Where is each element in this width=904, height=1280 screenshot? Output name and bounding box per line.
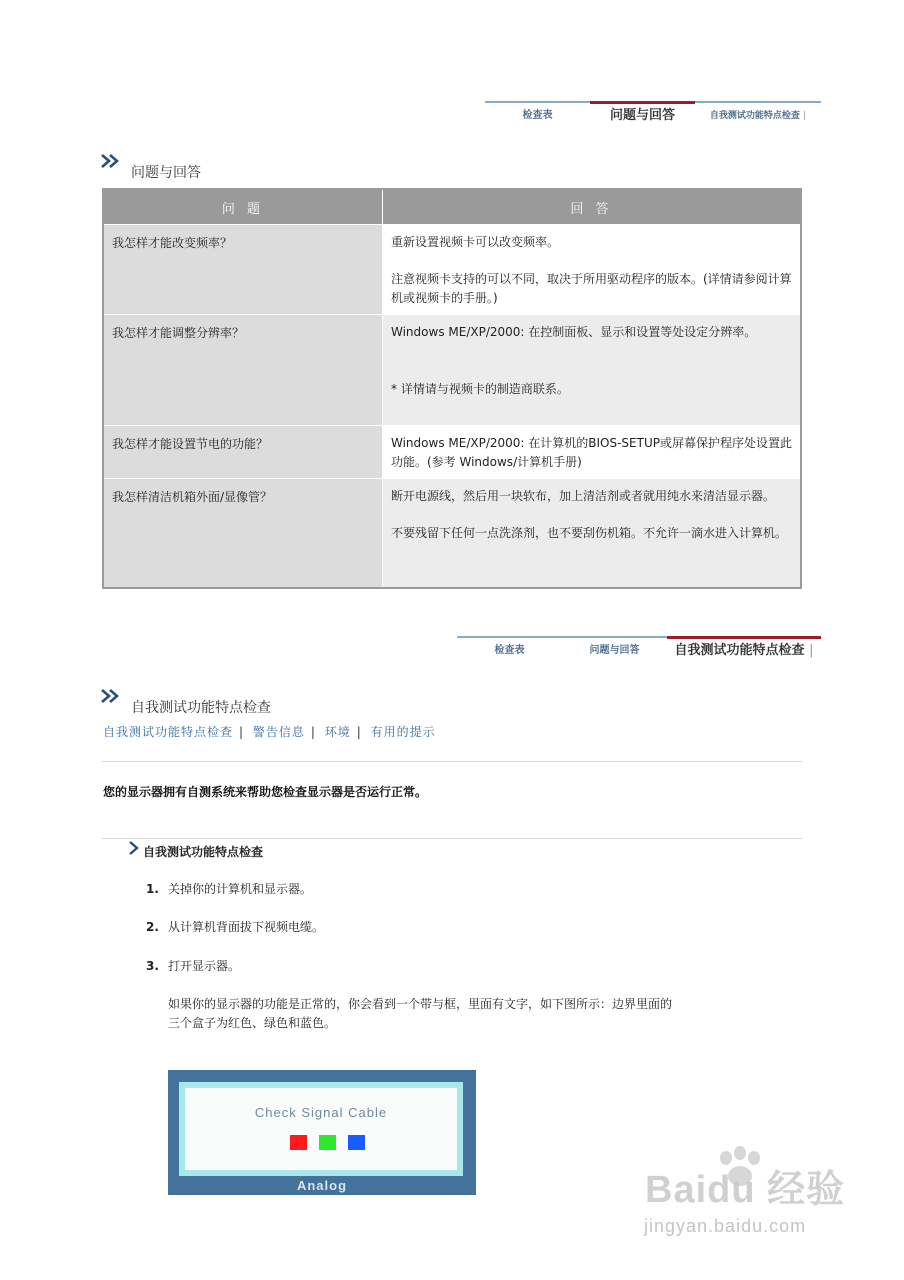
question-cell: 我怎样才能改变频率？: [104, 225, 383, 314]
table-row: [104, 425, 800, 478]
selftest-subtitle: 自我测试功能特点检查: [143, 845, 264, 859]
question-cell: 我怎样才能设置节电的功能？: [104, 426, 383, 478]
check-signal-illustration: [168, 1070, 476, 1195]
tab-qa-label: 问题与回答: [609, 108, 675, 123]
answer-cell: [383, 479, 800, 587]
tab-checklist-label: 检查表: [494, 645, 525, 656]
qa-table: [102, 188, 802, 589]
answer-text: * 详情请与视频卡的制造商联系。: [391, 382, 569, 396]
analog-label: Analog: [296, 1178, 348, 1193]
tab-checklist-label: 检查表: [522, 110, 553, 121]
divider: [102, 761, 802, 762]
link-selftest[interactable]: 自我测试功能特点检查: [103, 725, 234, 739]
answer-text: 不要残留下任何一点洗涤剂，也不要刮伤机箱。不允许一滴水进入计算机。: [391, 526, 788, 540]
blue-box: [348, 1135, 365, 1150]
question-cell: 我怎样才能调整分辨率？: [104, 315, 383, 425]
table-row: [104, 314, 800, 425]
selftest-intro: 您的显示器拥有自测系统来帮助您检查显示器是否运行正常。: [103, 785, 428, 799]
list-item: [146, 918, 324, 935]
step-number: 2.: [146, 920, 159, 934]
step-number: 1.: [146, 882, 159, 896]
tab-qa[interactable]: [562, 636, 667, 660]
step-text: 关掉你的计算机和显示器。: [168, 882, 313, 896]
tab-checklist[interactable]: [485, 101, 590, 125]
qa-section-title: 问题与回答: [131, 165, 201, 181]
answer-text: 重新设置视频卡可以改变频率。: [391, 235, 560, 249]
link-separator: |: [310, 725, 315, 739]
answer-text: 断开电源线，然后用一块软布，加上清洁剂或者就用纯水来清洁显示器。: [391, 489, 776, 503]
link-separator: |: [356, 725, 361, 739]
watermark-brand: Baidu 经验: [645, 1169, 846, 1211]
check-signal-message: Check Signal Cable: [254, 1105, 388, 1120]
divider: [102, 838, 802, 839]
top-nav-tabs: [485, 101, 821, 125]
green-box: [319, 1135, 336, 1150]
description-line: 如果你的显示器的功能是正常的，你会看到一个带与框，里面有文字，如下图所示：边界里面的: [168, 997, 673, 1011]
selftest-section-title: 自我测试功能特点检查: [131, 700, 271, 716]
answer-text: Windows ME/XP/2000: 在计算机的BIOS-SETUP或屏幕保护程序处设置此功能。(参考 Windows/计算机手册): [391, 436, 792, 469]
header-question: 问 题: [104, 190, 383, 224]
monitor-border: [179, 1082, 463, 1176]
link-useful-tips[interactable]: 有用的提示: [370, 725, 436, 739]
answer-cell: [383, 426, 800, 478]
red-box: [290, 1135, 307, 1150]
tab-qa-label: 问题与回答: [589, 645, 640, 656]
header-answer: 回 答: [570, 201, 613, 217]
qa-table-header: [104, 190, 800, 224]
monitor-screen: [185, 1088, 457, 1170]
tab-checklist[interactable]: [457, 636, 562, 660]
tab-selftest-label: 自我测试功能特点检查: [709, 111, 800, 121]
tab-separator: |: [803, 111, 807, 121]
question-cell: 我怎样清洁机箱外面/显像管？: [104, 479, 383, 587]
link-warning[interactable]: 警告信息: [252, 725, 305, 739]
table-row: [104, 478, 800, 587]
answer-cell: [383, 315, 800, 425]
list-item: [146, 957, 240, 974]
chevron-right-icon: [128, 841, 140, 855]
double-chevron-icon: [100, 688, 122, 704]
tab-separator: |: [809, 643, 814, 658]
table-row: [104, 224, 800, 314]
tab-qa[interactable]: [590, 101, 695, 125]
description-line: 三个盒子为红色、绿色和蓝色。: [168, 1016, 337, 1030]
step-text: 从计算机背面拔下视频电缆。: [168, 920, 325, 934]
watermark-url: jingyan.baidu.com: [644, 1216, 807, 1236]
bottom-nav-tabs: [457, 636, 821, 660]
tab-selftest[interactable]: [695, 101, 821, 125]
step-number: 3.: [146, 959, 159, 973]
step-text: 打开显示器。: [168, 959, 241, 973]
selftest-links: [103, 723, 436, 740]
answer-text: 注意视频卡支持的可以不同，取决于所用驱动程序的版本。(详情请参阅计算机或视频卡的手册。): [391, 272, 792, 305]
tab-selftest-label: 自我测试功能特点检查: [674, 643, 805, 658]
link-environment[interactable]: 环境: [324, 725, 351, 739]
tab-selftest[interactable]: [667, 636, 821, 660]
answer-cell: [383, 225, 800, 314]
double-chevron-icon: [100, 153, 122, 169]
selftest-description: [168, 995, 768, 1033]
answer-text: Windows ME/XP/2000: 在控制面板、显示和设置等处设定分辨率。: [391, 325, 757, 339]
list-item: [146, 880, 312, 897]
link-separator: |: [239, 725, 244, 739]
